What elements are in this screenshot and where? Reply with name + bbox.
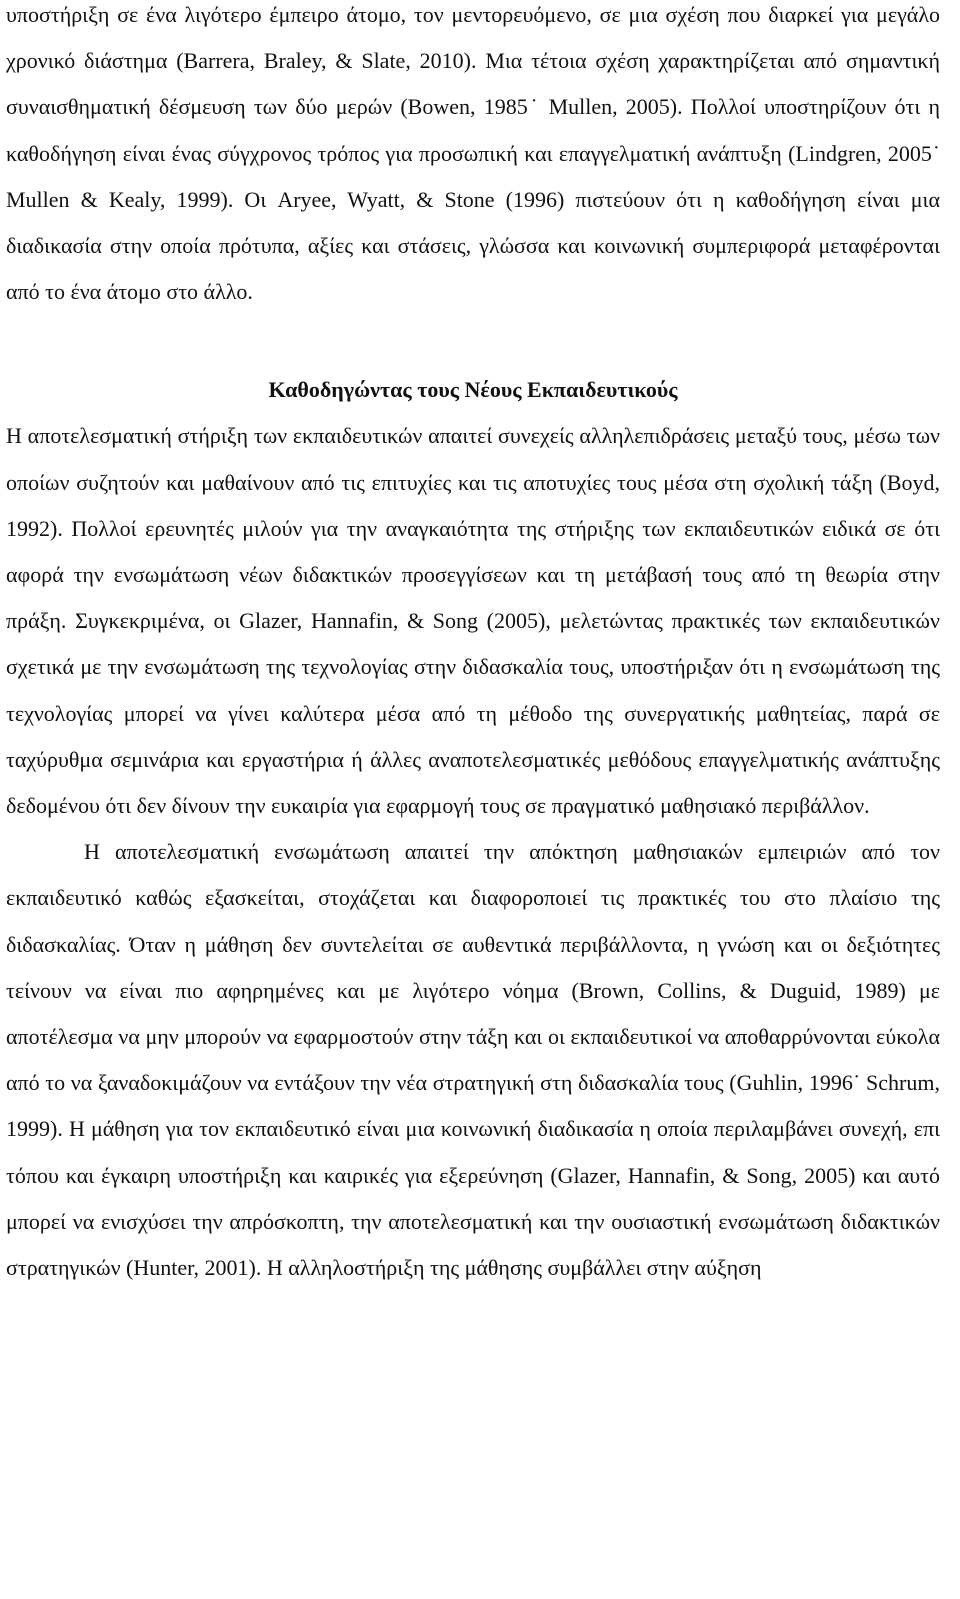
paragraph-effective-integration: Η αποτελεσματική ενσωμάτωση απαιτεί την απόκτηση μαθησιακών εμπειριών από τον εκπαιδευτικό καθώς εξασκείται, στοχάζεται και διαφοροποιεί τις πρακτικές του στο πλαίσιο της διδασκαλίας. Όταν η μάθηση δεν συντελείται σε αυθεντικά περιβάλλοντα, η γνώση και οι δεξιότητες τείνουν να είναι πιο αφηρημένες και με λιγότερο νόημα (Brown, Collins, & Duguid, 1989) με αποτέλεσμα να μην μπορούν να εφαρμοστούν στην τάξη και οι εκπαιδευτικοί να αποθαρρύνονται εύκολα από το να ξαναδοκιμάζουν να εντάξουν την νέα στρατηγική στη διδασκαλία τους (Guhlin, 1996˙ Schrum, 1999). Η μάθηση για τον εκπαιδευτικό είναι μια κοινωνική διαδικασία η οποία περιλαμβάνει συνεχή, επι τόπου και έγκαιρη υποστήριξη και καιρικές για εξερεύνηση (Glazer, Hannafin, & Song, 2005) και αυτό μπορεί να ενισχύσει την απρόσκοπτη, την αποτελεσματική και την ουσιαστική ενσωμάτωση διδακτικών στρατηγικών (Hunter, 2001). Η αλληλοστήριξη της μάθησης συμβάλλει στην αύξηση [6, 839, 940, 1281]
section-heading: Καθοδηγώντας τους Νέους Εκπαιδευτικούς [268, 377, 678, 403]
paragraph-mentoring-definition: υποστήριξη σε ένα λιγότερο έμπειρο άτομο, τον μεντορευόμενο, σε μια σχέση που διαρκεί για μεγάλο χρονικό διάστημα (Barrera, Braley, & Slate, 2010). Μια τέτοια σχέση χαρακτηρίζεται από σημαντική συναισθηματική δέσμευση των δύο μερών (Bowen, 1985˙ Mullen, 2005). Πολλοί υποστηρίζουν ότι η καθοδήγηση είναι ένας σύγχρονος τρόπος για προσωπική και επαγγελματική ανάπτυξη (Lindgren, 2005˙ Mullen & Kealy, 1999). Οι Aryee, Wyatt, & Stone (1996) πιστεύουν ότι η καθοδήγηση είναι μια διαδικασία στην οποία πρότυπα, αξίες και στάσεις, γλώσσα και κοινωνική συμπεριφορά μεταφέρονται από το ένα άτομο στο άλλο. [6, 2, 940, 305]
paragraph-teacher-support: Η αποτελεσματική στήριξη των εκπαιδευτικών απαιτεί συνεχείς αλληλεπιδράσεις μεταξύ τους, μέσω των οποίων συζητούν και μαθαίνουν από τις επιτυχίες και τις αποτυχίες τους μέσα στη σχολική τάξη (Boyd, 1992). Πολλοί ερευνητές μιλούν για την αναγκαιότητα της στήριξης των εκπαιδευτικών ειδικά σε ότι αφορά την ενσωμάτωση νέων διδακτικών προσεγγίσεων και τη μετάβασή τους από τη θεωρία στην πράξη. Συγκεκριμένα, οι Glazer, Hannafin, & Song (2005), μελετώντας πρακτικές των εκπαιδευτικών σχετικά με την ενσωμάτωση της τεχνολογίας στην διδασκαλία τους, υποστήριξαν ότι η ενσωμάτωση της τεχνολογίας μπορεί να γίνει καλύτερα μέσα από τη μέθοδο της συνεργατικής μαθητείας, παρά σε ταχύρυθμα σεμινάρια και εργαστήρια ή άλλες αναποτελεσματικές μεθόδους επαγγελματικής ανάπτυξης δεδομένου ότι δεν δίνουν την ευκαιρία για εφαρμογή τους σε πραγματικό μαθησιακό περιβάλλον. [6, 423, 940, 819]
